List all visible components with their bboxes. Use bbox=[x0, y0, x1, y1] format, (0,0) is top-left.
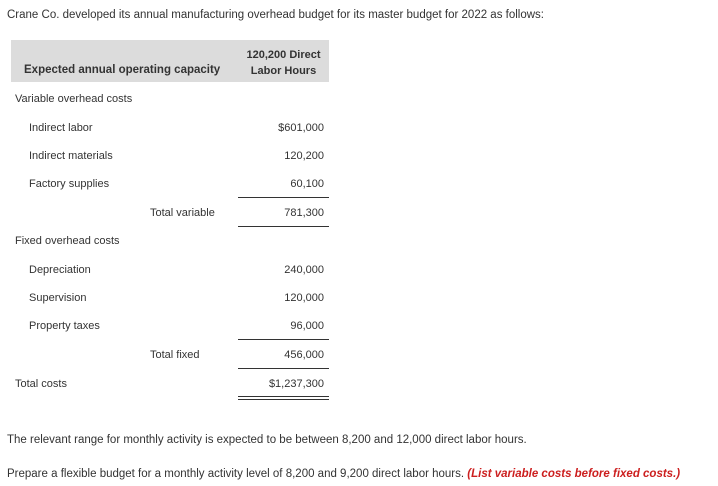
total-variable-amount: 781,300 bbox=[284, 207, 324, 219]
depreciation-amount: 240,000 bbox=[284, 264, 324, 276]
prepare-text: Prepare a flexible budget for a monthly activity level of 8,200 and 9,200 direct labor hours. bbox=[7, 468, 465, 480]
total-costs-label: Total costs bbox=[15, 378, 67, 390]
total-fixed-rule bbox=[238, 368, 329, 369]
subtotal-rule-variable bbox=[238, 197, 329, 198]
fixed-overhead-heading: Fixed overhead costs bbox=[15, 235, 120, 247]
capacity-header-label: Expected annual operating capacity bbox=[24, 64, 221, 76]
total-variable-rule bbox=[238, 226, 329, 227]
list-order-instruction: (List variable costs before fixed costs.) bbox=[467, 468, 681, 480]
supervision-label: Supervision bbox=[29, 292, 87, 304]
total-costs-amount: $1,237,300 bbox=[268, 378, 324, 390]
factory-supplies-amount: 60,100 bbox=[290, 178, 324, 190]
factory-supplies-label: Factory supplies bbox=[29, 178, 110, 190]
depreciation-label: Depreciation bbox=[29, 264, 91, 276]
indirect-labor-amount: $601,000 bbox=[278, 122, 324, 134]
indirect-materials-amount: 120,200 bbox=[284, 150, 324, 162]
total-costs-double-rule bbox=[238, 396, 329, 400]
indirect-materials-label: Indirect materials bbox=[29, 150, 113, 162]
variable-overhead-heading: Variable overhead costs bbox=[15, 93, 133, 105]
indirect-labor-label: Indirect labor bbox=[29, 122, 93, 134]
total-fixed-amount: 456,000 bbox=[284, 349, 324, 361]
intro-text: Crane Co. developed its annual manufacturing overhead budget for its master budget for 2022 as follows: bbox=[7, 9, 544, 21]
supervision-amount: 120,000 bbox=[284, 292, 324, 304]
subtotal-rule-fixed bbox=[238, 339, 329, 340]
total-fixed-label: Total fixed bbox=[150, 349, 200, 361]
total-variable-label: Total variable bbox=[150, 207, 215, 219]
property-taxes-label: Property taxes bbox=[29, 320, 100, 332]
prepare-instruction bbox=[7, 468, 680, 480]
property-taxes-amount: 96,000 bbox=[290, 320, 324, 332]
relevant-range-text: The relevant range for monthly activity is expected to be between 8,200 and 12,000 direct labor hours. bbox=[7, 434, 527, 446]
direct-labor-hours-header: 120,200 Direct Labor Hours bbox=[246, 49, 321, 77]
